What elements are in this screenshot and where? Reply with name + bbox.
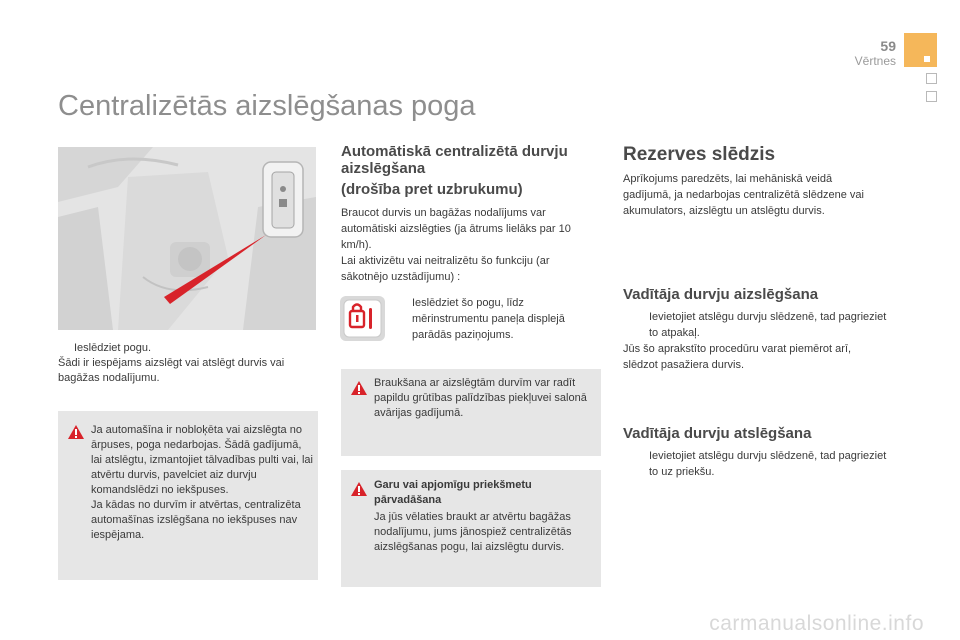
left-description: Šādi ir iespējams aizslēgt vai atslēgt durvis vai bagāžas nodalījumu. (58, 357, 285, 384)
tab-marker (924, 56, 930, 62)
lock-heading: Vadītāja durvju aizslēgšana (623, 286, 819, 303)
right-heading: Rezerves slēdzis (623, 144, 776, 165)
page-title: Centralizētās aizslēgšanas poga (58, 90, 476, 122)
warning-icon (351, 381, 367, 395)
center-console-photo (58, 147, 316, 330)
unlock-heading: Vadītāja durvju atslēgšana (623, 425, 812, 442)
console-illustration (58, 147, 316, 330)
chapter-tab[interactable] (926, 91, 937, 102)
warning-icon (351, 482, 367, 496)
left-instruction: Ieslēdziet pogu. (74, 342, 152, 354)
lock-note: Jūs šo aprakstīto procedūru varat piemērot arī, slēdzot pasažiera durvis. (623, 343, 852, 371)
middle-heading (341, 143, 601, 177)
bullet-icon (623, 448, 649, 480)
warning-box-middle-2 (341, 470, 601, 587)
bullet-icon (623, 309, 649, 341)
lock-instruction: Ievietojiet atslēgu durvju slēdzenē, tad pagrieziet to atpakaļ. (649, 311, 887, 339)
bullet-item (396, 295, 601, 343)
chapter-tab[interactable] (926, 73, 937, 84)
unlock-instruction: Ievietojiet atslēgu durvju slēdzenē, tad pagrieziet to uz priekšu. (649, 450, 887, 478)
unlock-block (623, 448, 888, 480)
warning-box-left (58, 411, 318, 580)
chapter-tab-active[interactable] (904, 33, 937, 67)
lock-button-image (340, 296, 385, 341)
warning-icon (68, 425, 84, 439)
watermark: carmanualsonline.info (709, 612, 924, 635)
middle-text-1: Braucot durvis un bagāžas nodalījums var automātiski aizslēgties (ja ātrums lielāks par 10 km/h). (341, 207, 571, 251)
page-number: 59 (880, 38, 896, 54)
warning-text-middle-2: Ja jūs vēlaties braukt ar atvērtu bagāžas nodalījumu, jums jānospiež centralizētās aizslēgšanas pogu, lai aizslēgtu durvis. (374, 511, 572, 553)
warning-text-left: Ja automašīna ir nobloķēta vai aizslēgta no ārpuses, poga nedarbojas. Šādā gadījumā, lai atslēgtu, izmantojiet tālvadības pulti vai, lai atvērtu durvis, pavelciet aiz durvju komandslēdzi no iekšpuses. Ja kādas no durvīm ir atvērtas, centralizēta automašīnas izslēgšana no iekšpuses nav iespējama. (91, 424, 313, 541)
middle-heading-line2: aizslēgšana (341, 160, 426, 177)
right-intro: Aprīkojums paredzēts, lai mehāniskā veidā gadījumā, ja nedarbojas centralizētā slēdzene vai akumulators, aizslēgtu un atslēgtu durvis. (623, 173, 864, 217)
bullet-item (623, 448, 888, 480)
warning-title-middle-2: Garu vai apjomīgu priekšmetu pārvadāšana (374, 479, 532, 506)
bullet-icon (58, 341, 74, 356)
middle-heading-line1: Automātiskā centralizētā durvju (341, 143, 568, 160)
middle-instruction: Ieslēdziet šo pogu, līdz mērinstrumentu paneļa displejā parādās paziņojums. (412, 297, 565, 341)
warning-box-middle-1 (341, 369, 601, 456)
lock-block (623, 309, 888, 373)
warning-text-middle-1: Braukšana ar aizslēgtām durvīm var radīt papildu grūtības palīdzības piekļuvei salonā avārijas gadījumā. (374, 377, 587, 419)
left-instruction-block (58, 341, 318, 386)
central-lock-button-icon (340, 296, 385, 341)
bullet-item (58, 341, 318, 356)
section-label: Vērtnes (854, 54, 896, 68)
middle-text-2: Lai aktivizētu vai neitralizētu šo funkciju (ar sākotnējo uzstādījumu) : (341, 255, 550, 283)
bullet-icon (396, 295, 412, 343)
bullet-item (623, 309, 888, 341)
middle-instruction-block (396, 295, 601, 343)
middle-subheading: (drošība pret uzbrukumu) (341, 181, 523, 198)
